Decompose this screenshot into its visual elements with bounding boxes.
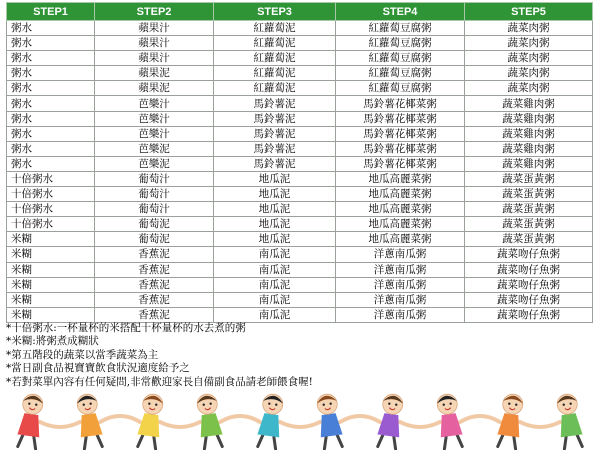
cell-step4: 馬鈴薯花椰菜粥 xyxy=(336,156,465,171)
table-row xyxy=(7,232,593,247)
cell-step1: 粥水 xyxy=(7,96,95,111)
cell-step1: 粥水 xyxy=(7,51,95,66)
cell-step2: 香蕉泥 xyxy=(95,292,214,307)
cell-step2: 香蕉泥 xyxy=(95,262,214,277)
cell-step5: 蔬菜肉粥 xyxy=(465,51,593,66)
cell-step4: 洋蔥南瓜粥 xyxy=(336,262,465,277)
cell-step3: 地瓜泥 xyxy=(214,217,336,232)
table-row xyxy=(7,66,593,81)
cell-step2: 香蕉泥 xyxy=(95,307,214,322)
cell-step4: 馬鈴薯花椰菜粥 xyxy=(336,126,465,141)
table-row xyxy=(7,21,593,36)
note-line: *若對菜單內容有任何疑問,非常歡迎家長自備副食品請老師餵食喔! xyxy=(6,375,313,388)
table-row xyxy=(7,202,593,217)
cell-step2: 蘋果泥 xyxy=(95,66,214,81)
cell-step4: 地瓜高麗菜粥 xyxy=(336,217,465,232)
cell-step2: 香蕉泥 xyxy=(95,247,214,262)
cell-step3: 南瓜泥 xyxy=(214,262,336,277)
cell-step5: 蔬菜吻仔魚粥 xyxy=(465,262,593,277)
cell-step5: 蔬菜肉粥 xyxy=(465,81,593,96)
cell-step1: 粥水 xyxy=(7,66,95,81)
cell-step2: 葡萄汁 xyxy=(95,187,214,202)
table-row xyxy=(7,81,593,96)
cell-step2: 葡萄泥 xyxy=(95,217,214,232)
note-line: *第五階段的蔬菜以當季蔬菜為主 xyxy=(6,348,159,361)
cell-step1: 十倍粥水 xyxy=(7,187,95,202)
table-row xyxy=(7,111,593,126)
cell-step5: 蔬菜雞肉粥 xyxy=(465,96,593,111)
cell-step5: 蔬菜肉粥 xyxy=(465,36,593,51)
cell-step1: 粥水 xyxy=(7,156,95,171)
cell-step1: 十倍粥水 xyxy=(7,217,95,232)
note-line: *米糊:將粥煮成糊狀 xyxy=(6,335,99,348)
table-row xyxy=(7,262,593,277)
children-holding-hands-illustration xyxy=(0,388,600,450)
table-row xyxy=(7,51,593,66)
table-row xyxy=(7,36,593,51)
cell-step5: 蔬菜蛋黃粥 xyxy=(465,187,593,202)
table-row xyxy=(7,277,593,292)
cell-step3: 地瓜泥 xyxy=(214,187,336,202)
cell-step3: 紅蘿蔔泥 xyxy=(214,36,336,51)
table-row xyxy=(7,171,593,186)
cell-step4: 地瓜高麗菜粥 xyxy=(336,187,465,202)
table-row xyxy=(7,292,593,307)
cell-step1: 米糊 xyxy=(7,292,95,307)
cell-step1: 米糊 xyxy=(7,262,95,277)
cell-step2: 蘋果泥 xyxy=(95,81,214,96)
cell-step2: 芭樂汁 xyxy=(95,111,214,126)
cell-step3: 馬鈴薯泥 xyxy=(214,96,336,111)
header-step4: STEP4 xyxy=(336,3,465,21)
cell-step4: 洋蔥南瓜粥 xyxy=(336,277,465,292)
cell-step3: 馬鈴薯泥 xyxy=(214,156,336,171)
cell-step2: 蘋果汁 xyxy=(95,36,214,51)
cell-step1: 粥水 xyxy=(7,81,95,96)
note-line: *當日副食品視寶寶飲食狀況適度給予之 xyxy=(6,362,190,375)
cell-step3: 地瓜泥 xyxy=(214,232,336,247)
cell-step4: 紅蘿蔔豆腐粥 xyxy=(336,21,465,36)
cell-step4: 洋蔥南瓜粥 xyxy=(336,292,465,307)
cell-step4: 洋蔥南瓜粥 xyxy=(336,247,465,262)
cell-step2: 芭樂汁 xyxy=(95,96,214,111)
cell-step5: 蔬菜吻仔魚粥 xyxy=(465,277,593,292)
cell-step5: 蔬菜蛋黃粥 xyxy=(465,217,593,232)
cell-step3: 南瓜泥 xyxy=(214,292,336,307)
cell-step3: 南瓜泥 xyxy=(214,277,336,292)
cell-step3: 南瓜泥 xyxy=(214,247,336,262)
table-row xyxy=(7,96,593,111)
cell-step2: 芭樂泥 xyxy=(95,156,214,171)
header-row xyxy=(7,3,593,21)
cell-step4: 馬鈴薯花椰菜粥 xyxy=(336,111,465,126)
cell-step1: 米糊 xyxy=(7,247,95,262)
cell-step4: 馬鈴薯花椰菜粥 xyxy=(336,96,465,111)
cell-step5: 蔬菜雞肉粥 xyxy=(465,141,593,156)
cell-step4: 紅蘿蔔豆腐粥 xyxy=(336,36,465,51)
header-step5: STEP5 xyxy=(465,3,593,21)
cell-step1: 十倍粥水 xyxy=(7,171,95,186)
header-step2: STEP2 xyxy=(95,3,214,21)
table-row xyxy=(7,307,593,322)
cell-step2: 香蕉泥 xyxy=(95,277,214,292)
cell-step5: 蔬菜吻仔魚粥 xyxy=(465,247,593,262)
table-row xyxy=(7,217,593,232)
cell-step5: 蔬菜吻仔魚粥 xyxy=(465,292,593,307)
header-step3: STEP3 xyxy=(214,3,336,21)
table-row xyxy=(7,247,593,262)
cell-step3: 南瓜泥 xyxy=(214,307,336,322)
cell-step5: 蔬菜蛋黃粥 xyxy=(465,232,593,247)
cell-step1: 米糊 xyxy=(7,307,95,322)
cell-step2: 蘋果汁 xyxy=(95,21,214,36)
kid-arms xyxy=(40,416,560,427)
cell-step5: 蔬菜雞肉粥 xyxy=(465,126,593,141)
cell-step3: 紅蘿蔔泥 xyxy=(214,51,336,66)
cell-step1: 粥水 xyxy=(7,21,95,36)
cell-step5: 蔬菜蛋黃粥 xyxy=(465,171,593,186)
cell-step1: 粥水 xyxy=(7,126,95,141)
weaning-menu-table xyxy=(6,2,593,323)
cell-step3: 紅蘿蔔泥 xyxy=(214,21,336,36)
cell-step1: 米糊 xyxy=(7,232,95,247)
table-row xyxy=(7,187,593,202)
cell-step3: 馬鈴薯泥 xyxy=(214,126,336,141)
cell-step5: 蔬菜肉粥 xyxy=(465,66,593,81)
header-step1: STEP1 xyxy=(7,3,95,21)
cell-step4: 地瓜高麗菜粥 xyxy=(336,202,465,217)
cell-step2: 葡萄汁 xyxy=(95,202,214,217)
cell-step4: 紅蘿蔔豆腐粥 xyxy=(336,81,465,96)
table-body xyxy=(7,21,593,323)
cell-step5: 蔬菜雞肉粥 xyxy=(465,111,593,126)
cell-step4: 紅蘿蔔豆腐粥 xyxy=(336,66,465,81)
note-line: *十倍粥水:一杯量杯的米搭配十杯量杯的水去煮的粥 xyxy=(6,322,246,334)
cell-step5: 蔬菜吻仔魚粥 xyxy=(465,307,593,322)
cell-step4: 紅蘿蔔豆腐粥 xyxy=(336,51,465,66)
cell-step4: 地瓜高麗菜粥 xyxy=(336,232,465,247)
cell-step1: 十倍粥水 xyxy=(7,202,95,217)
cell-step2: 芭樂泥 xyxy=(95,141,214,156)
cell-step2: 蘋果汁 xyxy=(95,51,214,66)
table-row xyxy=(7,126,593,141)
notes xyxy=(6,322,596,389)
table-row xyxy=(7,156,593,171)
cell-step3: 地瓜泥 xyxy=(214,202,336,217)
cell-step4: 馬鈴薯花椰菜粥 xyxy=(336,141,465,156)
cell-step5: 蔬菜肉粥 xyxy=(465,21,593,36)
cell-step3: 馬鈴薯泥 xyxy=(214,111,336,126)
cell-step3: 地瓜泥 xyxy=(214,171,336,186)
cell-step2: 葡萄泥 xyxy=(95,232,214,247)
cell-step3: 紅蘿蔔泥 xyxy=(214,66,336,81)
cell-step3: 馬鈴薯泥 xyxy=(214,141,336,156)
cell-step4: 洋蔥南瓜粥 xyxy=(336,307,465,322)
cell-step4: 地瓜高麗菜粥 xyxy=(336,171,465,186)
cell-step5: 蔬菜蛋黃粥 xyxy=(465,202,593,217)
cell-step1: 粥水 xyxy=(7,36,95,51)
cell-step5: 蔬菜雞肉粥 xyxy=(465,156,593,171)
cell-step1: 粥水 xyxy=(7,141,95,156)
cell-step2: 葡萄汁 xyxy=(95,171,214,186)
cell-step3: 紅蘿蔔泥 xyxy=(214,81,336,96)
table-row xyxy=(7,141,593,156)
cell-step1: 粥水 xyxy=(7,111,95,126)
cell-step2: 芭樂汁 xyxy=(95,126,214,141)
cell-step1: 米糊 xyxy=(7,277,95,292)
